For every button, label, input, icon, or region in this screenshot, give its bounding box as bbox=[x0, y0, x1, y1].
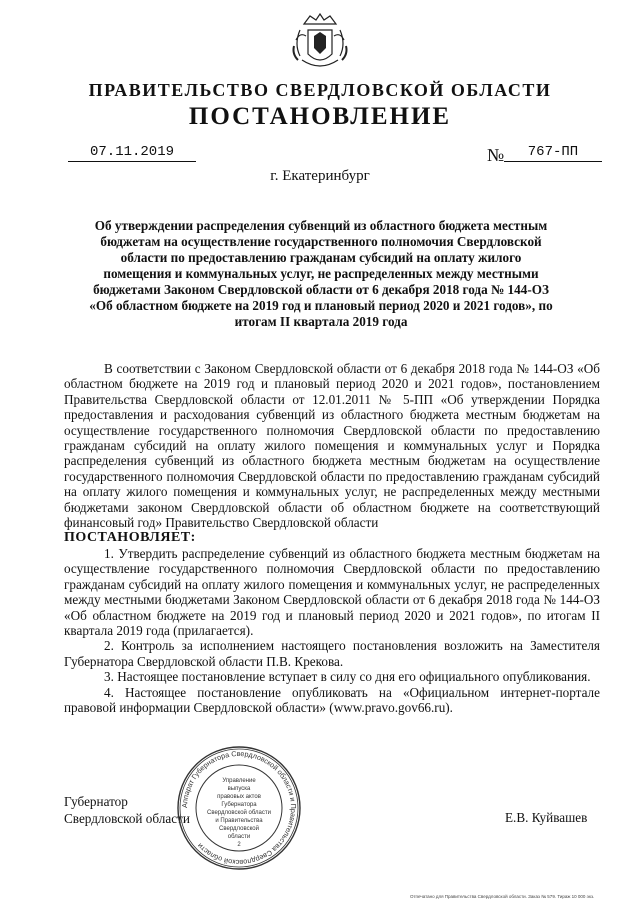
signatory-name: Е.В. Куйвашев bbox=[505, 810, 588, 825]
official-stamp bbox=[176, 745, 302, 871]
item-4: 4. Настоящее постановление опубликовать на «Официальном интернет-портале правовой информации Свердловской области» (www.pravo.gov66.ru). bbox=[64, 684, 600, 715]
signatory-position bbox=[64, 793, 190, 827]
item-2: 2. Контроль за исполнением настоящего постановления возложить на Заместителя Губернатора Свердловской области П.В. Крекова. bbox=[64, 638, 600, 669]
position-line-2: Свердловской области bbox=[64, 811, 190, 826]
position-line-1: Губернатор bbox=[64, 794, 128, 809]
document-type: ПОСТАНОВЛЕНИЕ bbox=[188, 103, 452, 130]
decree-word: ПОСТАНОВЛЯЕТ: bbox=[64, 530, 196, 546]
preamble: В соответствии с Законом Свердловской области от 6 декабря 2018 года № 144-ОЗ «Об областном бюджете на 2019 год и плановый период 2020 и 2021 годов», постановлением Правительства Свердловской области от 12.01.2011 № 5-ПП «Об утверждении Порядка предоставления и расходования субвенций из областного бюджета местным бюджетам на осуществление государственного полномочия Свердловской области по предоставлению гражданам субсидий на оплату жилого помещения и коммунальных услуг и Порядка распределения субвенций из областного бюджета местным бюджетам на осуществление государственного полномочия Свердловской области по предоставлению гражданам субсидий на оплату жилого помещения и коммунальных услуг, не распределенных между местными бюджетами законом Свердловской области об областном бюджете на соответствующий финансовый год» Правительство Свердловской области bbox=[64, 361, 600, 531]
document-heading: Об утверждении распределения субвенций из областного бюджета местным бюджетам на осуществление государственного полномочия Свердловской области по предоставлению гражданам субсидий на оплату жилого помещения и коммунальных услуг, не распределенных между местными бюджетами Законом Свердловской области от 6 декабря 2018 года № 144-ОЗ «Об областном бюджете на 2019 год и плановый период 2020 и 2021 годов», по итогам II квартала 2019 года bbox=[89, 218, 553, 329]
stamp-line: области bbox=[227, 834, 251, 840]
city: г. Екатеринбург bbox=[270, 168, 370, 184]
stamp-line: выпуска bbox=[227, 786, 251, 792]
item-1: 1. Утвердить распределение субвенций из областного бюджета местным бюджетам на осуществление государственного полномочия Свердловской области по предоставлению гражданам субсидий на оплату жилого помещения и коммунальных услуг, не распределенных между местными бюджетами Законом Свердловской области от 6 декабря 2018 года № 144-ОЗ «Об областном бюджете на 2019 год и плановый период 2020 и 2021 годов», по итогам II квартала 2019 года (прилагается). bbox=[64, 545, 600, 638]
stamp-line: Управление bbox=[222, 778, 256, 784]
stamp-line: Свердловской bbox=[219, 826, 259, 832]
stamp-line: 2 bbox=[237, 842, 241, 848]
stamp-line: Губернатора bbox=[221, 802, 257, 808]
stamp-line: Свердловской области bbox=[206, 810, 272, 816]
number-label: № bbox=[487, 145, 505, 165]
stamp-ring-text: Аппарат Губернатора Свердловской области и Правительства Свердловской области bbox=[179, 748, 299, 868]
document-date: 07.11.2019 bbox=[68, 144, 196, 162]
document-number: 767-ПП bbox=[504, 144, 602, 162]
svg-text:Аппарат Губернатора Свердловск bbox=[180, 749, 298, 867]
stamp-line: и Правительства bbox=[215, 818, 263, 824]
document-body bbox=[64, 361, 600, 715]
stamp-line: правовых актов bbox=[217, 794, 261, 800]
print-footer: Отпечатано для Правительства Свердловской области. Заказ № 579. Тираж 10 000 экз. bbox=[410, 894, 595, 899]
sverdlovsk-coat-of-arms-icon bbox=[290, 10, 350, 76]
government-name: ПРАВИТЕЛЬСТВО СВЕРДЛОВСКОЙ ОБЛАСТИ bbox=[88, 80, 552, 100]
item-3: 3. Настоящее постановление вступает в силу со дня его официального опубликования. bbox=[104, 669, 591, 685]
